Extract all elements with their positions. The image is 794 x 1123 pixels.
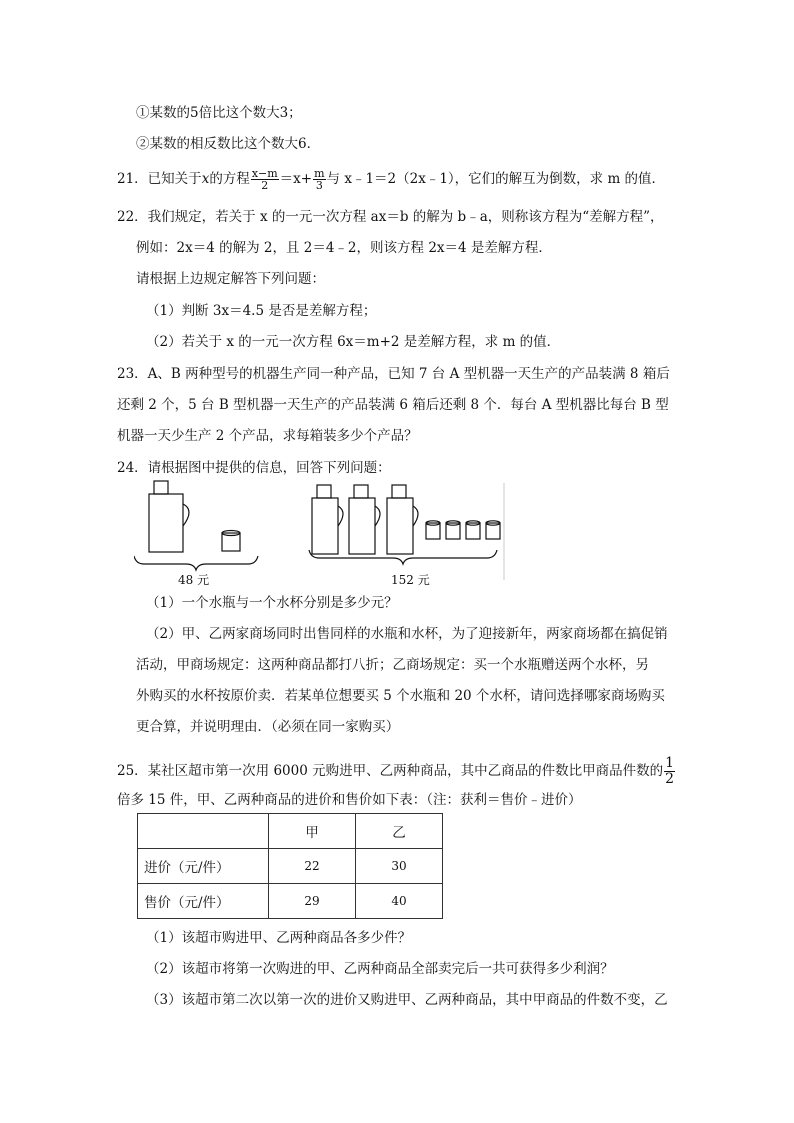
table-cell: 29 [269,884,356,919]
text-line: （3）该超市第二次以第一次的进价又购进甲、乙两种商品，其中甲商品的件数不变，乙 [146,992,668,1008]
table-cell: 甲 [269,814,356,849]
cup-icon [486,521,500,539]
bottle-icon [312,485,343,554]
text-line: （1）判断 3x＝4.5 是否是差解方程； [146,303,377,319]
table-row [138,849,443,884]
fraction: $\frac{1}{2}$ [665,755,675,787]
cup-icon [222,531,240,552]
table-cell: 30 [356,849,443,884]
table-cell [138,814,269,849]
question-21: 21．已知关于x的方程 $\frac{x-m}{2}$ ＝x+ $\frac{m}{3}$ 与 x﹣1＝2（2x﹣1），它们的解互为倒数，求 m 的值． [117,167,666,192]
bottle-icon [349,485,380,554]
brace-icon [134,556,258,570]
table-header-row [138,814,443,849]
table-cell: 40 [356,884,443,919]
fraction: $\frac{m}{3}$ [314,167,325,192]
text-line: （2）甲、乙两家商场同时出售同样的水瓶和水杯，为了迎接新年，两家商场都在搞促销 [146,626,668,642]
text-line: （1）该超市购进甲、乙两种商品各多少件？ [146,930,412,946]
text-line: ②某数的相反数比这个数大6． [136,136,321,152]
cup-icon [426,521,440,539]
question-23-line: 23．A、B 两种型号的机器生产同一种产品，已知 7 台 A 型机器一天生产的产品装满 8 箱后 [117,366,670,382]
text-line: 请根据上边规定解答下列问题： [136,271,325,287]
cup-icon [446,521,460,539]
text-line: 还剩 2 个，5 台 B 型机器一天生产的产品装满 6 箱后还剩 8 个．每台 A 型机器比每台 B 型 [117,397,669,413]
question-25-line: 25．某社区超市第一次用 6000 元购进甲、乙两种商品，其中乙商品的件数比甲商品件数的 $\frac{1}{2}$ [117,755,675,787]
text-line: ①某数的5倍比这个数大3； [136,105,302,121]
figure-label-right: 152 元 [391,573,430,587]
bottle-icon [387,485,418,554]
table-cell: 22 [269,849,356,884]
bottle-icon [149,481,189,552]
text-line: 倍多 15 件，甲、乙两种商品的进价和售价如下表：（注：获利＝售价﹣进价） [117,792,582,808]
brace-icon [309,550,497,564]
text-line: 更合算，并说明理由．（必须在同一家购买） [136,719,400,735]
table-cell: 进价（元/件） [138,849,269,884]
text-line: 活动，甲商场规定：这两种商品都打八折；乙商场规定：买一个水瓶赠送两个水杯，另 [136,657,649,673]
text-line: 例如：2x＝4 的解为 2，且 2＝4﹣2，则该方程 2x＝4 是差解方程． [136,240,552,256]
text-line: （2）该超市将第一次购进的甲、乙两种商品全部卖完后一共可获得多少利润？ [146,961,614,977]
table-cell: 乙 [356,814,443,849]
table-row [138,884,443,919]
question-24-line: 24．请根据图中提供的信息，回答下列问题： [117,460,391,476]
fraction: $\frac{x-m}{2}$ [251,167,278,192]
table-cell: 售价（元/件） [138,884,269,919]
text-line: （2）若关于 x 的一元一次方程 6x＝m+2 是差解方程，求 m 的值． [146,334,561,350]
text-line: （1）一个水瓶与一个水杯分别是多少元？ [146,595,398,611]
text-line: 外购买的水杯按原价卖．若某单位想要买 5 个水瓶和 20 个水杯，请问选择哪家商场购买 [136,688,665,704]
figure-label-left: 48 元 [178,573,210,587]
question-22-line: 22．我们规定，若关于 x 的一元一次方程 ax＝b 的解为 b﹣a，则称该方程为“差解方程”， [117,209,664,225]
cup-icon [466,521,480,539]
text-line: 机器一天少生产 2 个产品，求每箱装多少个产品？ [117,428,418,444]
price-table [137,813,443,919]
